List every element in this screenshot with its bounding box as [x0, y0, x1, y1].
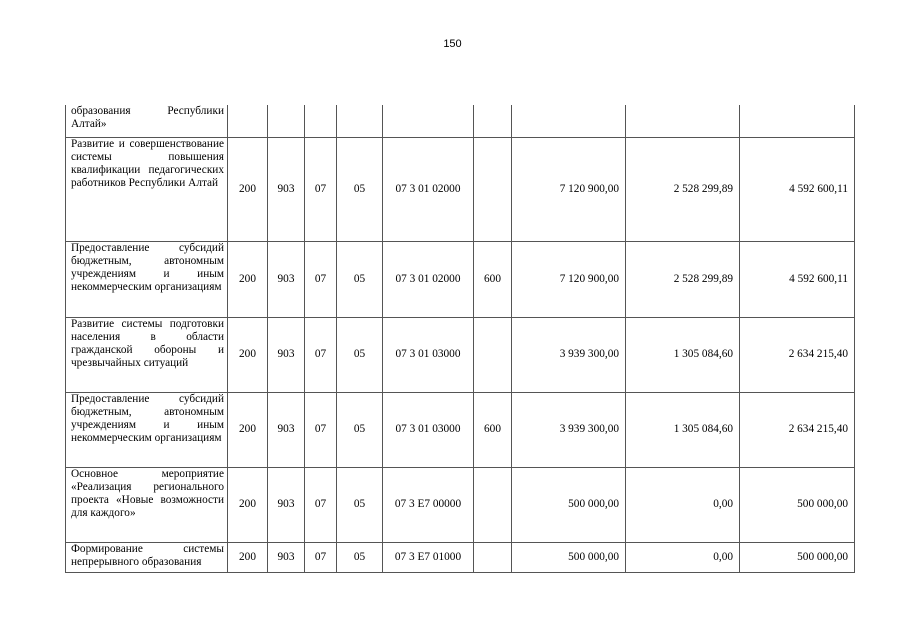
subsection-cell: 05 [337, 542, 383, 572]
plan-amount-cell: 500 000,00 [512, 542, 626, 572]
table-body [66, 105, 855, 572]
target-article-cell: 07 3 E7 01000 [383, 542, 474, 572]
subsection-cell: 05 [337, 392, 383, 467]
expense-type-cell [474, 137, 512, 241]
gov-code-cell: 903 [268, 542, 305, 572]
plan-amount-cell: 500 000,00 [512, 467, 626, 542]
target-article-cell: 07 3 E7 00000 [383, 467, 474, 542]
gov-code-cell: 903 [268, 317, 305, 392]
budget-table [65, 105, 855, 573]
target-article-cell: 07 3 01 02000 [383, 241, 474, 317]
admin-code-cell: 200 [228, 542, 268, 572]
section-cell: 07 [305, 137, 337, 241]
expense-type-cell [474, 105, 512, 137]
row-name-cell: Предоставление субсидий бюджетным, автономным учреждениям и иным некоммерческим организациям [66, 241, 228, 317]
section-cell: 07 [305, 392, 337, 467]
target-article-cell: 07 3 01 02000 [383, 137, 474, 241]
remaining-amount-cell: 500 000,00 [740, 542, 855, 572]
section-cell: 07 [305, 241, 337, 317]
table-row [66, 317, 855, 392]
table-row [66, 542, 855, 572]
table-row [66, 392, 855, 467]
plan-amount-cell: 7 120 900,00 [512, 241, 626, 317]
section-cell: 07 [305, 317, 337, 392]
executed-amount-cell: 2 528 299,89 [626, 137, 740, 241]
remaining-amount-cell: 4 592 600,11 [740, 137, 855, 241]
expense-type-cell: 600 [474, 241, 512, 317]
remaining-amount-cell: 2 634 215,40 [740, 392, 855, 467]
expense-type-cell [474, 542, 512, 572]
executed-amount-cell: 0,00 [626, 542, 740, 572]
plan-amount-cell: 7 120 900,00 [512, 137, 626, 241]
target-article-cell [383, 105, 474, 137]
subsection-cell: 05 [337, 241, 383, 317]
subsection-cell: 05 [337, 317, 383, 392]
executed-amount-cell: 1 305 084,60 [626, 392, 740, 467]
admin-code-cell: 200 [228, 392, 268, 467]
admin-code-cell: 200 [228, 467, 268, 542]
row-name-cell: Развитие системы подготовки населения в области гражданской обороны и чрезвычайных ситуаций [66, 317, 228, 392]
gov-code-cell: 903 [268, 241, 305, 317]
row-name-cell: Развитие и совершенствование системы повышения квалификации педагогических работников Республики Алтай [66, 137, 228, 241]
row-name-cell: образования Республики Алтай» [66, 105, 228, 137]
remaining-amount-cell: 4 592 600,11 [740, 241, 855, 317]
executed-amount-cell: 2 528 299,89 [626, 241, 740, 317]
section-cell [305, 105, 337, 137]
row-name-cell: Предоставление субсидий бюджетным, автономным учреждениям и иным некоммерческим организациям [66, 392, 228, 467]
remaining-amount-cell [740, 105, 855, 137]
gov-code-cell: 903 [268, 467, 305, 542]
subsection-cell: 05 [337, 137, 383, 241]
table-row [66, 241, 855, 317]
page-number: 150 [443, 38, 462, 50]
target-article-cell: 07 3 01 03000 [383, 392, 474, 467]
row-name-cell: Основное мероприятие «Реализация регионального проекта «Новые возможности для каждого» [66, 467, 228, 542]
plan-amount-cell: 3 939 300,00 [512, 392, 626, 467]
plan-amount-cell: 3 939 300,00 [512, 317, 626, 392]
remaining-amount-cell: 500 000,00 [740, 467, 855, 542]
executed-amount-cell: 0,00 [626, 467, 740, 542]
gov-code-cell: 903 [268, 137, 305, 241]
remaining-amount-cell: 2 634 215,40 [740, 317, 855, 392]
subsection-cell: 05 [337, 467, 383, 542]
budget-table-container [65, 105, 854, 573]
admin-code-cell: 200 [228, 317, 268, 392]
expense-type-cell [474, 317, 512, 392]
admin-code-cell: 200 [228, 137, 268, 241]
gov-code-cell [268, 105, 305, 137]
subsection-cell [337, 105, 383, 137]
executed-amount-cell: 1 305 084,60 [626, 317, 740, 392]
section-cell: 07 [305, 542, 337, 572]
admin-code-cell [228, 105, 268, 137]
table-row [66, 137, 855, 241]
executed-amount-cell [626, 105, 740, 137]
gov-code-cell: 903 [268, 392, 305, 467]
admin-code-cell: 200 [228, 241, 268, 317]
table-row [66, 105, 855, 137]
row-name-cell: Формирование системы непрерывного образования [66, 542, 228, 572]
table-row [66, 467, 855, 542]
plan-amount-cell [512, 105, 626, 137]
expense-type-cell: 600 [474, 392, 512, 467]
target-article-cell: 07 3 01 03000 [383, 317, 474, 392]
expense-type-cell [474, 467, 512, 542]
section-cell: 07 [305, 467, 337, 542]
